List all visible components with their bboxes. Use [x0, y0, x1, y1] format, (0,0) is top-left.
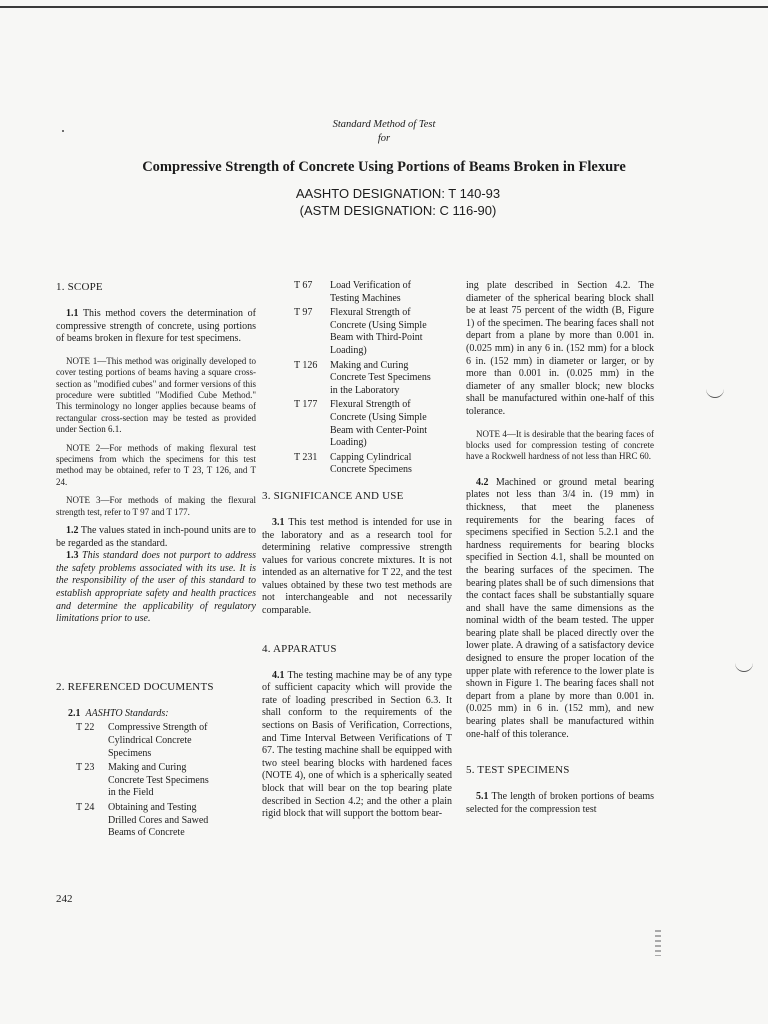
- document-title: Compressive Strength of Concrete Using Portions of Beams Broken in Flexure: [142, 159, 626, 175]
- reference-code: T 97: [294, 307, 313, 319]
- paragraph-text: Machined or ground metal bearing plates not less than 3/4 in. (19 mm) in thickness, that meet the planeness requirements for the bearing faces of specimens specified in Section 5.2.1 and the hardness requirements for bearing blocks specified in Section 4.1, shall be mounted on the bearing surfaces of the specimen. The bearing plates shall be of such dimensions that the contact faces shall be substantially square and shall have the same dimensions as the nominal width of the beam tested. The upper bearing plate shall be placed directly over the lower plate. A drawing of a satisfactory device designed to ensure the proper location of the upper plate with reference to the lower plate is shown in Figure 1. The bearing faces shall not depart from a plane by more than 0.001 in. (0.025 mm) in 6 in. (152 mm), and new bearing plates shall be manufactured within one-half of this tolerance.: [466, 476, 654, 740]
- column-3: [466, 280, 654, 826]
- reference-title: Capping Cylindrical Concrete Specimens: [330, 451, 412, 476]
- note-4: NOTE 4—It is desirable that the bearing faces of blocks used for compression testing of concrete have a Rockwell hardness of not less than HRC 60.: [466, 428, 654, 462]
- reference-t67: [294, 280, 452, 305]
- note-2: NOTE 2—For methods of making flexural test specimens from which the specimens for this test method may be obtained, refer to T 23, T 126, and T 24.: [56, 442, 256, 487]
- page-number: 242: [56, 893, 73, 905]
- reference-t97: [294, 307, 452, 357]
- paragraph-number: 3.1: [272, 516, 285, 528]
- paragraph-number: 1.3: [66, 550, 79, 562]
- paragraph-text: This test method is intended for use in the laboratory and as a research tool for determining relative compressive strength values for various concrete mixtures. It is not intended as an alternative for T 22, and the test values obtained by these two test methods are not interchangeable and not necessarily comparable.: [262, 516, 452, 617]
- reference-code: T 24: [76, 801, 95, 813]
- reference-title: Flexural Strength of Concrete (Using Simple Beam with Third-Point Loading): [330, 307, 427, 356]
- paragraph-text: This method covers the determination of compressive strength of concrete, using portions of beams broken in flexure for test specimens.: [56, 308, 256, 345]
- paragraph-4-1-continued: ing plate described in Section 4.2. The diameter of the spherical bearing block shall be at least 75 percent of the width (B, Figure 1) of the specimen. The bearing faces shall not depart from a plane by more than 0.001 in. (0.025 mm) in any 6 in. (152 mm) for a block 6 in. (152 mm) in diameter or larger, or by more than 0.001 in. (0.025 mm) in the diameter of any smaller block; new blocks shall be manufactured within one-half of this tolerance.: [466, 280, 654, 417]
- reference-code: T 231: [294, 451, 318, 463]
- reference-code: T 67: [294, 280, 313, 291]
- reference-code: T 126: [294, 359, 318, 371]
- paragraph-number: 1.2: [66, 525, 79, 537]
- paragraph-text: The testing machine may be of any type of sufficient capacity which will provide the rate of loading prescribed in Section 6.3. It shall conform to the requirements of the sections on Basis of Verification, Corrections, and Time Interval Between Verifications of T 67. The testing machine shall be equipped with two steel bearing blocks with hardened faces (NOTE 4), one of which is a spherically seated block that will bear on the top bearing plate described in Section 4.2; and the other a plain rigid block that will support the bottom bear-: [262, 669, 452, 820]
- section-heading-referenced-documents: 2. REFERENCED DOCUMENTS: [56, 680, 214, 693]
- astm-designation: (ASTM DESIGNATION: C 116-90): [299, 203, 497, 218]
- section-heading-test-specimens: 5. TEST SPECIMENS: [466, 764, 570, 777]
- reference-code: T 177: [294, 399, 318, 411]
- top-rule: [0, 6, 768, 8]
- section-heading-apparatus: 4. APPARATUS: [262, 642, 337, 655]
- paragraph-4-2: [466, 477, 654, 741]
- reference-code: T 23: [76, 762, 95, 774]
- paragraph-4-1: [262, 670, 452, 821]
- reference-title: Making and Curing Concrete Test Specimens in the Field: [108, 762, 209, 799]
- scan-margin-mark: [735, 662, 753, 672]
- reference-title: Making and Curing Concrete Test Specimens in the Laboratory: [330, 359, 431, 396]
- paragraph-number: 5.1: [476, 791, 489, 803]
- reference-title: Compressive Strength of Cylindrical Concrete Specimens: [108, 722, 208, 759]
- column-1: [56, 280, 256, 842]
- paragraph-number: 4.1: [272, 669, 285, 681]
- reference-t126: [294, 360, 452, 398]
- scan-speck: [62, 130, 64, 132]
- standard-method-label: Standard Method of Test: [332, 119, 436, 130]
- section-heading-significance: 3. SIGNIFICANCE AND USE: [262, 489, 404, 502]
- note-3: NOTE 3—For methods of making the flexural strength test, refer to T 97 and T 177.: [56, 495, 256, 517]
- paragraph-5-1: [466, 791, 654, 816]
- section-heading-scope: 1. SCOPE: [56, 281, 103, 293]
- paragraph-text: The length of broken portions of beams selected for the compression test: [466, 791, 654, 815]
- reference-t231: [294, 452, 452, 477]
- paragraph-1-2: [56, 525, 256, 550]
- aashto-designation: AASHTO DESIGNATION: T 140-93: [295, 186, 501, 201]
- subsection-label: AASHTO Standards:: [85, 707, 169, 719]
- reference-t177: [294, 399, 452, 449]
- paragraph-1-1: [56, 308, 256, 346]
- paragraph-number: 2.1: [68, 707, 81, 719]
- reference-title: Flexural Strength of Concrete (Using Simple Beam with Center-Point Loading): [330, 399, 428, 449]
- reference-t24: [76, 802, 256, 840]
- reference-title: Obtaining and Testing Drilled Cores and Sawed Beams of Concrete: [108, 801, 209, 839]
- scan-margin-mark: [706, 388, 724, 398]
- scan-noise: [655, 930, 661, 956]
- paragraph-number: 4.2: [476, 476, 489, 488]
- reference-title: Load Verification of Testing Machines: [330, 280, 411, 304]
- reference-t23: [76, 762, 256, 800]
- note-1: NOTE 1—This method was originally developed to cover testing portions of beams having a square cross-section as "modified cubes" and former versions of this procedure were subtitled "Modified Cube Method." This terminology no longer applies because beams of rectangular cross-section may be tested as provided under Section 6.1.: [56, 355, 256, 435]
- column-2: [262, 280, 452, 831]
- reference-t22: [76, 722, 256, 760]
- paragraph-3-1: [262, 517, 452, 618]
- paragraph-text: The values stated in inch-pound units are to be regarded as the standard.: [56, 525, 256, 549]
- paragraph-number: 1.1: [66, 308, 79, 319]
- reference-code: T 22: [76, 722, 95, 734]
- paragraph-1-3: [56, 550, 256, 626]
- subsection-2-1: [68, 708, 256, 721]
- for-label: for: [377, 133, 391, 144]
- paragraph-text: This standard does not purport to address the safety problems associated with its use. It is the responsibility of the user of this standard to establish appropriate safety and health practices and determine the applicability of regulatory limitations prior to use.: [56, 550, 256, 625]
